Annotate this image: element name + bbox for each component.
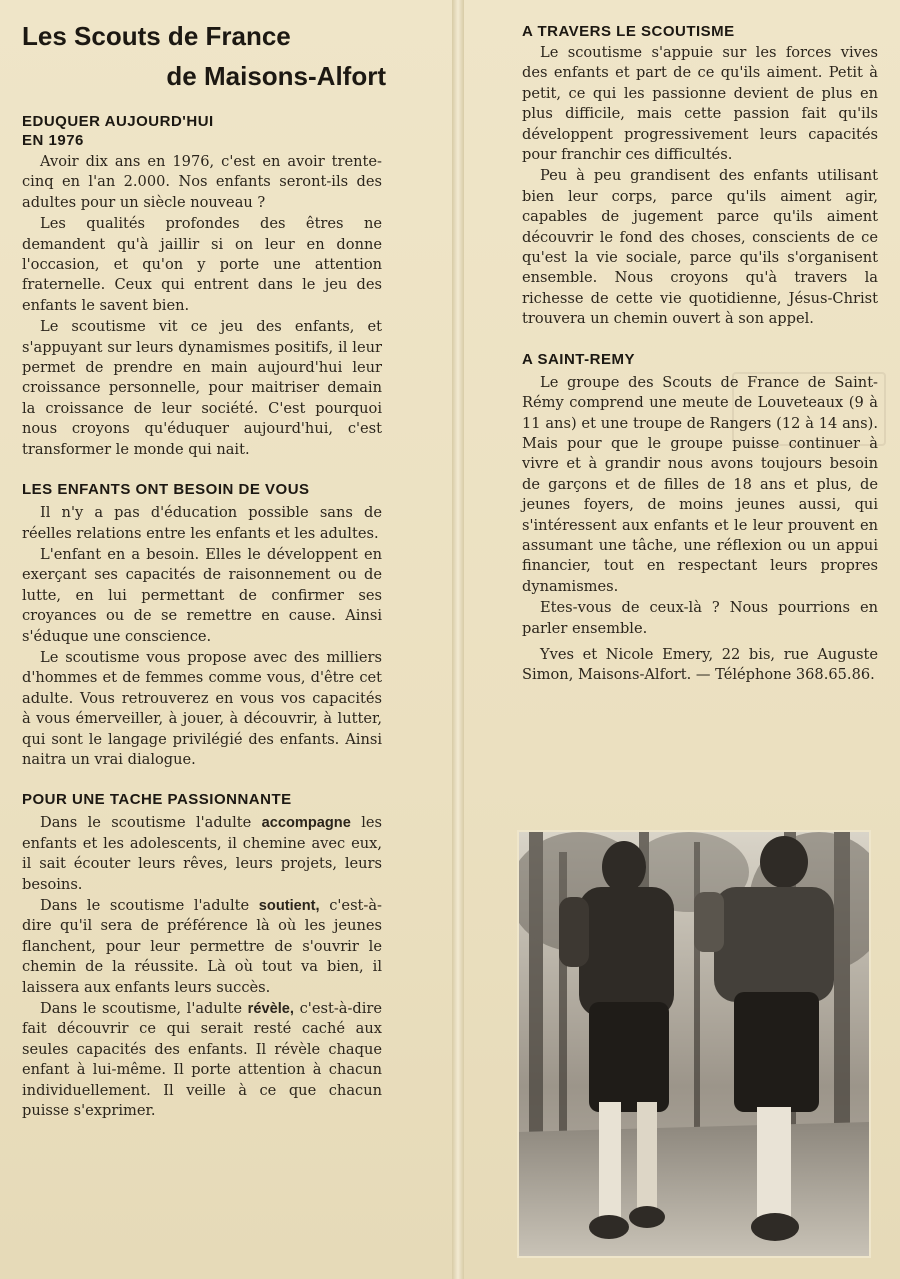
photo-illustration — [519, 832, 869, 1256]
text: c'est-à-dire fait découvrir ce qui serait resté caché aux seules capacités des enfants. Il révèle chaque enfant à lui-même. Il porte attention à chacun individuellement. Il veille à ce que chacun puisse s'exprimer. — [22, 1000, 382, 1120]
paragraph-revele — [22, 999, 382, 1121]
paragraph: Le scoutisme s'appuie sur les forces vives des enfants et part de ce qu'ils aiment. Petit à petit, ce qui les passionne devient de plus en plus difficile, mais cette passion fait qu'ils développent progressivement leurs capacités pour franchir ces difficultés. — [522, 44, 878, 164]
paragraph: Il n'y a pas d'éducation possible sans de réelles relations entre les enfants et les adultes. — [22, 504, 382, 542]
article-title-line1: Les Scouts de France — [22, 21, 291, 51]
right-column — [522, 22, 878, 686]
paragraph: L'enfant en a besoin. Elles le développent en exerçant ses capacités de raisonnement ou de lutte, en lui permettant de confirmer ses croyances ou de se remettre en cause. Ainsi s'éduque une conscience. — [22, 545, 382, 645]
paragraph: Peu à peu grandisent des enfants utilisant bien leur corps, parce qu'ils aiment agir, capables de jugement parce qu'ils aiment découvrir le fond des choses, conscients de ce qu'est la vie sociale, parce qu'ils s'organisent ensemble. Nous croyons qu'à travers la richesse de cette vie quotidienne, Jésus-Christ trouvera un chemin ouvert à son appel. — [522, 167, 878, 328]
emphasis-accompagne: accompagne — [261, 815, 351, 832]
text: Dans le scoutisme l'adulte — [40, 897, 259, 914]
heading-saint-remy: A SAINT-REMY — [522, 350, 635, 368]
paragraph: Etes-vous de ceux-là ? Nous pourrions en parler ensemble. — [522, 599, 878, 637]
text: Dans le scoutisme l'adulte — [40, 814, 262, 832]
paragraph: Avoir dix ans en 1976, c'est en avoir trente-cinq en l'an 2.000. Nos enfants seront-ils des adultes pour un siècle nouveau ? — [22, 153, 382, 211]
page-fold — [452, 0, 464, 1279]
paragraph-soutient — [22, 896, 382, 998]
text: Dans le scoutisme, l'adulte — [40, 1000, 248, 1018]
emphasis-revele: révèle, — [247, 1001, 294, 1018]
paragraph: Le scoutisme vit ce jeu des enfants, et s'appuyant sur leurs dynamismes positifs, il leur permet de prendre en main aujourd'hui leur croissance personnelle, pour maitriser demain la croissance de leur société. C'est pourquoi nous croyons qu'éduquer aujourd'hui, c'est transformer le monde qui nait. — [22, 318, 382, 458]
contact-info: Yves et Nicole Emery, 22 bis, rue Auguste Simon, Maisons-Alfort. — Téléphone 368.65.86. — [522, 645, 878, 684]
article-title-line2: de Maisons-Alfort — [166, 61, 386, 91]
paragraph-accompagne — [22, 813, 382, 895]
text: c'est-à-dire qu'il sera de préférence là où les jeunes flanchent, pour leur permettre de s'ouvrir le chemin de la réussite. Là où tout va bien, il laissera aux enfants leurs succès. — [22, 897, 382, 996]
heading-travers: A TRAVERS LE SCOUTISME — [522, 23, 735, 40]
text: les enfants et les adolescents, il chemine avec eux, il sait écouter leurs rêves, leurs projets, leurs besoins. — [22, 814, 382, 893]
paragraph: Les qualités profondes des êtres ne demandent qu'à jaillir si on leur en donne l'occasion, et qu'on y porte une attention fraternelle. Ceux qui entrent dans le jeu des enfants le savent bien. — [22, 215, 382, 314]
forest-path — [519, 1122, 869, 1256]
emphasis-soutient: soutient, — [258, 898, 320, 914]
heading-besoin: LES ENFANTS ONT BESOIN DE VOUS — [22, 481, 310, 499]
two-scouts-hiking-photo — [519, 832, 869, 1256]
paragraph: Le groupe des Scouts de France de Saint-Rémy comprend une meute de Louveteaux (9 à 11 ans) et une troupe de Rangers (12 à 14 ans). Mais pour que le groupe puisse continuer à vivre et à grandir nous avons toujours besoin de garçons et de filles de 18 ans et plus, de jeunes foyers, de moins jeunes aussi, qui s'intéressent aux enfants et le leur prouvent en assumant une tâche, une réflexion ou un appui financier, tout en respectant leurs propres dynamismes. — [522, 373, 878, 595]
heading-eduquer-line2: EN 1976 — [22, 132, 84, 149]
left-column — [22, 16, 386, 1121]
paragraph: Le scoutisme vous propose avec des milliers d'hommes et de femmes comme vous, d'être cet adulte. Vous retrouverez en vous vos capacités à vous émerveiller, à jouer, à découvrir, à lutter, qui sont le langage privilégié des enfants. Ainsi naitra un vrai dialogue. — [22, 648, 382, 768]
heading-eduquer-line1: EDUQUER AUJOURD'HUI — [22, 113, 214, 130]
heading-tache: POUR UNE TACHE PASSIONNANTE — [22, 791, 292, 809]
